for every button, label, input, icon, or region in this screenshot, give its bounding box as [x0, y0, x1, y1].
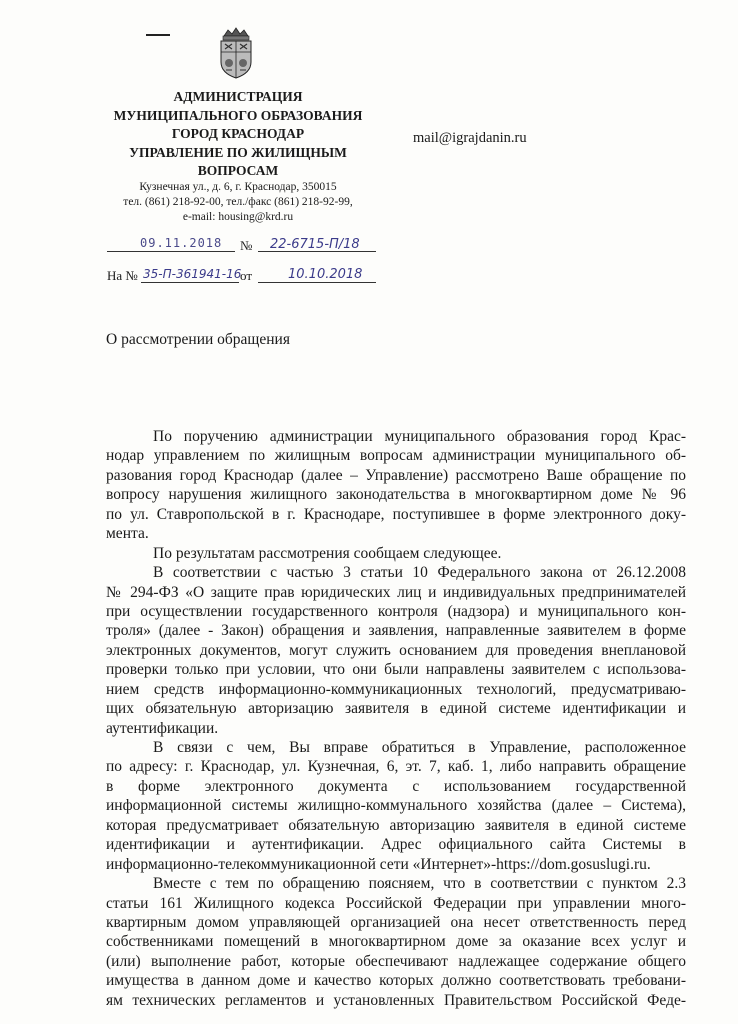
- body-text-line: квартирным домом управляющей организацией она несет ответственность перед: [106, 913, 686, 931]
- reply-prefix: На №: [107, 268, 138, 283]
- body-text-line: имущества в данном доме и качество которых должно соответствовать требовани-: [106, 972, 686, 990]
- body-text-line: Вместе с тем по обращению поясняем, что в соответствии с пунктом 2.3: [153, 875, 686, 893]
- reply-number-handwritten: 35-П-361941-16: [143, 267, 242, 281]
- organization-name: [100, 88, 376, 181]
- body-text-line: при осуществлении государственного контроля (надзора) и муниципального кон-: [106, 602, 686, 620]
- body-text-line: информационно-телекоммуникационной сети «Интернет»-https://dom.gosuslugi.ru.: [106, 855, 651, 873]
- recipient-email: mail@igrajdanin.ru: [413, 130, 527, 146]
- reply-from-label: от: [240, 268, 253, 283]
- reply-date-underline: [258, 282, 376, 283]
- body-text-line: вопросу нарушения жилищного законодательства в многоквартирном доме № 96: [106, 486, 686, 504]
- body-text-line: по ул. Ставропольской в г. Краснодаре, поступившее в форме электронного доку-: [106, 505, 686, 523]
- address-line: e-mail: housing@krd.ru: [182, 211, 294, 223]
- body-text-line: № 294-ФЗ «О защите прав юридических лиц и индивидуальных предпринимателей: [106, 583, 686, 601]
- reply-date-handwritten: 10.10.2018: [288, 267, 363, 282]
- body-text-line: По поручению администрации муниципального образования город Крас-: [153, 428, 686, 445]
- reply-number-underline: [141, 282, 239, 283]
- body-text-line: троля» (далее - Закон) обращения и заявления, направленные заявителем в форме: [106, 622, 686, 640]
- org-line: ВОПРОСАМ: [197, 163, 279, 178]
- body-text-line: (или) выполнение работ, которые обеспечивают надлежащее содержание общего: [106, 952, 686, 970]
- body-text-line: В соответствии с частью 3 статьи 10 Федерального закона от 26.12.2008: [153, 564, 686, 582]
- body-text-line: статьи 161 Жилищного кодекса Российской Федерации при управлении много-: [106, 894, 686, 912]
- body-text-line: проверки только при условии, что они были направлены заявителем с использова-: [106, 661, 686, 679]
- organization-address: [100, 180, 376, 225]
- registration-number-handwritten: 22-6715-П/18: [270, 237, 360, 252]
- body-text-line: нодар управлением по жилищным вопросам администрации муниципального об-: [106, 447, 686, 465]
- letter-subject: О рассмотрении обращения: [106, 331, 290, 348]
- body-text-line: щих обязательную авторизацию заявителя в единой системе идентификации и: [106, 700, 686, 718]
- body-text-line: В связи с чем, Вы вправе обратиться в Управление, расположенное: [153, 739, 686, 756]
- registration-date-stamp: 09.11.2018: [140, 236, 223, 250]
- address-line: тел. (861) 218-92-00, тел./факс (861) 218-92-99,: [123, 196, 353, 208]
- org-line: АДМИНИСТРАЦИЯ: [173, 89, 303, 104]
- letter-body: [106, 427, 686, 1010]
- org-line: УПРАВЛЕНИЕ ПО ЖИЛИЩНЫМ: [129, 144, 347, 160]
- corner-dash-mark: [146, 34, 170, 36]
- body-text-line: По результатам рассмотрения сообщаем следующее.: [153, 544, 502, 562]
- body-text-line: нием средств информационно-коммуникационных технологий, предусматриваю-: [106, 680, 686, 698]
- body-text-line: в форме электронного документа с использованием государственной: [106, 777, 686, 795]
- krasnodar-coat-of-arms-emblem: [216, 26, 256, 80]
- body-text-line: которая предусматривает обязательную авторизацию заявителя в единой системе: [106, 816, 686, 834]
- address-line: Кузнечная ул., д. 6, г. Краснодар, 350015: [139, 181, 337, 193]
- body-text-line: электронных документов, могут служить основанием для проведения внеплановой: [106, 641, 686, 659]
- body-text-line: по адресу: г. Краснодар, ул. Кузнечная, 6, эт. 7, каб. 1, либо направить обращение: [106, 758, 686, 776]
- number-sign: №: [240, 238, 253, 253]
- body-text-line: идентификации и аутентификации. Адрес официального сайта Системы в: [106, 836, 686, 854]
- body-text-line: аутентификации.: [106, 719, 219, 737]
- body-text-line: разования город Краснодар (далее – Управление) рассмотрено Ваше обращение по: [106, 466, 686, 484]
- body-text-line: собственниками помещений в многоквартирном доме за оказание всех услуг и: [106, 933, 686, 951]
- org-line: ГОРОД КРАСНОДАР: [171, 126, 305, 141]
- date-underline: [107, 251, 235, 252]
- org-line: МУНИЦИПАЛЬНОГО ОБРАЗОВАНИЯ: [113, 107, 363, 123]
- body-text-line: информационной системы жилищно-коммунального хозяйства (далее – Система),: [106, 797, 686, 815]
- body-text-line: мента.: [106, 525, 149, 543]
- body-text-line: ям технических регламентов и установленных Правительством Российской Феде-: [106, 991, 686, 1009]
